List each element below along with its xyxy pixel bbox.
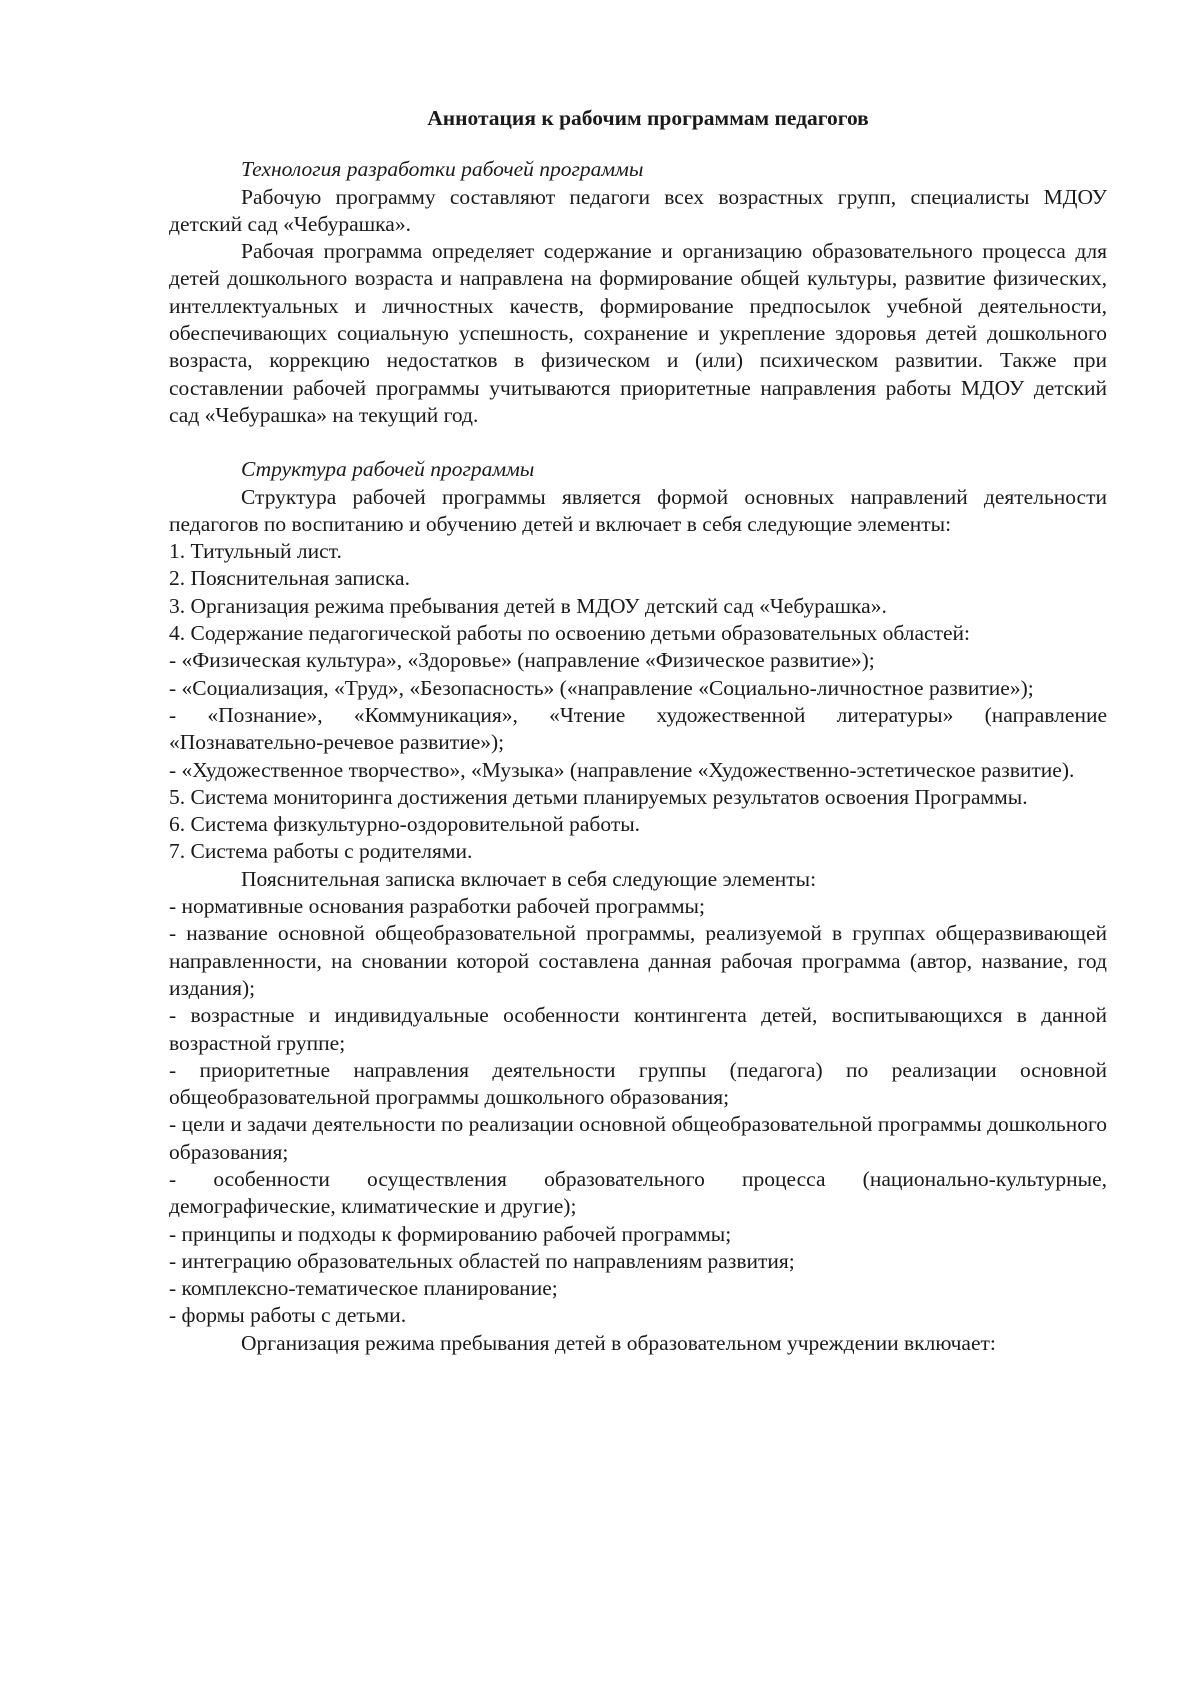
- list-item: - приоритетные направления деятельности группы (педагога) по реализации основной общеобразовательной программы дошкольного образования;: [169, 1057, 1107, 1110]
- list-item: - «Физическая культура», «Здоровье» (направление «Физическое развитие»);: [169, 648, 875, 673]
- list-item: 1. Титульный лист.: [169, 539, 342, 564]
- list-item: - цели и задачи деятельности по реализации основной общеобразовательной программы дошкольного образования;: [169, 1112, 1107, 1164]
- list-item: - возрастные и индивидуальные особенности контингента детей, воспитывающихся в данной возрастной группе;: [169, 1003, 1107, 1055]
- list-item: 4. Содержание педагогической работы по освоению детьми образовательных областей:: [169, 621, 970, 646]
- paragraph: Пояснительная записка включает в себя следующие элементы:: [241, 866, 817, 891]
- list-item: - название основной общеобразовательной программы, реализуемой в группах общеразвивающей направленности, на сновании которой составлена данная рабочая программа (автор, название, год издания);: [169, 921, 1107, 1000]
- list-item: 6. Система физкультурно-оздоровительной работы.: [169, 812, 641, 837]
- list-item: - принципы и подходы к формированию рабочей программы;: [169, 1221, 732, 1246]
- list-item: - формы работы с детьми.: [169, 1303, 407, 1328]
- list-item: - «Социализация, «Труд», «Безопасность» («направление «Социально-личностное развитие»);: [169, 675, 1034, 700]
- list-item: 7. Система работы с родителями.: [169, 839, 473, 864]
- list-item: 5. Система мониторинга достижения детьми планируемых результатов освоения Программы.: [169, 784, 1028, 809]
- paragraph: Рабочая программа определяет содержание и организацию образовательного процесса для детей дошкольного возраста и направлена на формирование общей культуры, развитие физических, интеллектуальных и личностных качеств, формирование предпосылок учебной деятельности, обеспечивающих социальную успешность, сохранение и укрепление здоровья детей дошкольного возраста, коррекцию недостатков в физическом и (или) психическом развитии. Также при составлении рабочей программы учитываются приоритетные направления работы МДОУ детский сад «Чебурашка» на текущий год.: [169, 239, 1107, 427]
- list-item: 2. Пояснительная записка.: [169, 566, 410, 591]
- list-item: 3. Организация режима пребывания детей в МДОУ детский сад «Чебурашка».: [169, 593, 887, 618]
- list-item: - интеграцию образовательных областей по направлениям развития;: [169, 1248, 795, 1273]
- section-heading-structure: Структура рабочей программы: [241, 457, 535, 482]
- list-item: - «Художественное творчество», «Музыка» (направление «Художественно-эстетическое развитие).: [169, 757, 1075, 782]
- paragraph: Организация режима пребывания детей в образовательном учреждении включает:: [241, 1330, 996, 1355]
- document-title: Аннотация к рабочим программам педагогов: [427, 106, 869, 130]
- list-item: - особенности осуществления образовательного процесса (национально-культурные, демографические, климатические и другие);: [169, 1166, 1107, 1219]
- section-heading-technology: Технология разработки рабочей программы: [241, 157, 644, 182]
- paragraph: Рабочую программу составляют педагоги всех возрастных групп, специалисты МДОУ детский сад «Чебурашка».: [169, 184, 1107, 236]
- document-page: [169, 105, 1107, 1357]
- list-item: - комплексно-тематическое планирование;: [169, 1276, 558, 1301]
- list-item: - нормативные основания разработки рабочей программы;: [169, 894, 705, 919]
- paragraph: Структура рабочей программы является формой основных направлений деятельности педагогов по воспитанию и обучению детей и включает в себя следующие элементы:: [169, 484, 1107, 536]
- list-item: - «Познание», «Коммуникация», «Чтение художественной литературы» (направление «Познавательно-речевое развитие»);: [169, 702, 1107, 755]
